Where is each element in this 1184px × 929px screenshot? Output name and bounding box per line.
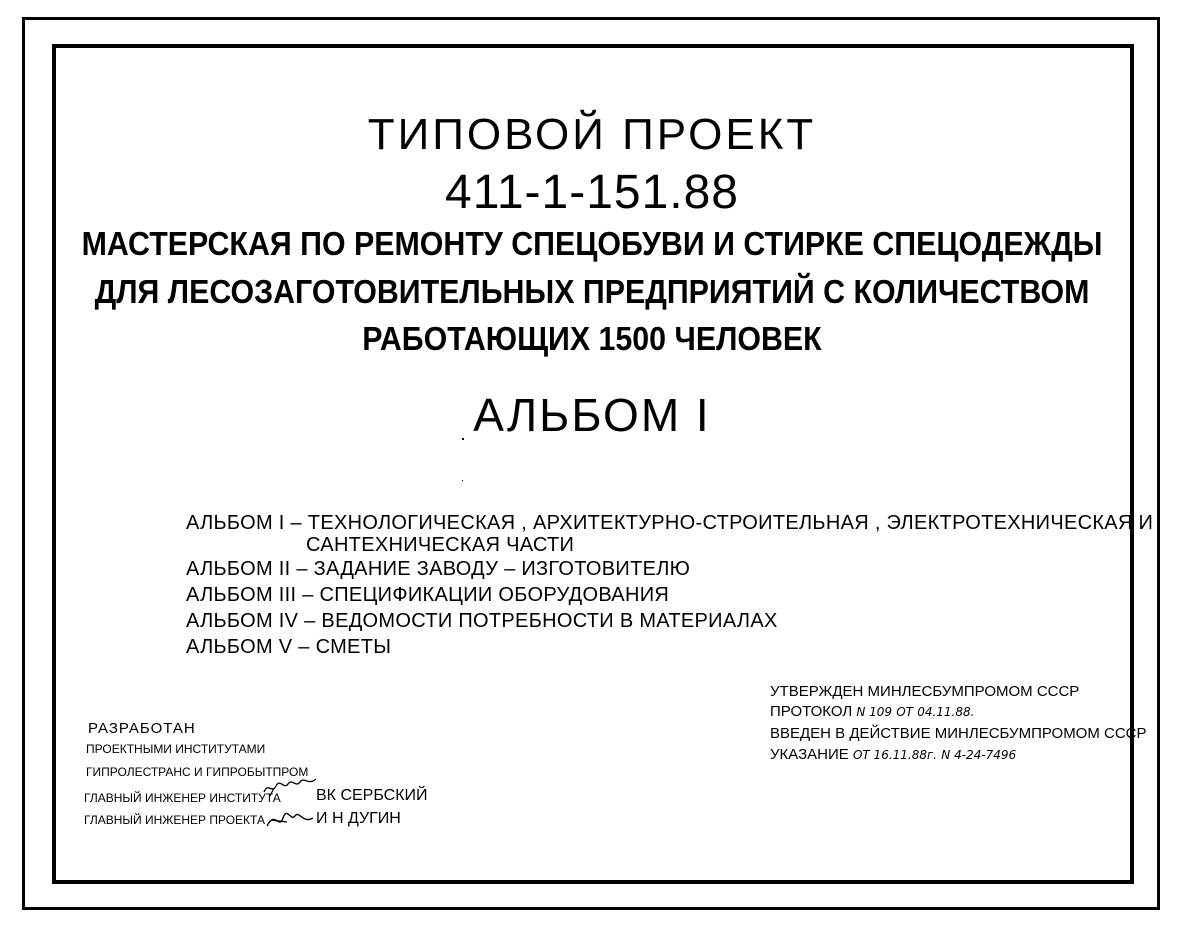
title-typical-project: ТИПОВОЙ ПРОЕКТ — [367, 110, 817, 159]
approval-line-2 — [770, 703, 974, 720]
subtitle-line-2: ДЛЯ ЛЕСОЗАГОТОВИТЕЛЬНЫХ ПРЕДПРИЯТИЙ С КОЛИЧЕСТВОМ — [94, 273, 1090, 310]
album-list-item-1: АЛЬБОМ I – ТЕХНОЛОГИЧЕСКАЯ , АРХИТЕКТУРНО-СТРОИТЕЛЬНАЯ , ЭЛЕКТРОТЕХНИЧЕСКАЯ И — [186, 512, 1154, 534]
protocol-date: 04.11.88. — [917, 705, 975, 719]
album-list-item-2: АЛЬБОМ II – ЗАДАНИЕ ЗАВОДУ – ИЗГОТОВИТЕЛЮ — [186, 558, 691, 580]
engineer-project-name: И Н ДУГИН — [316, 810, 401, 827]
engineer-project-label: ГЛАВНЫЙ ИНЖЕНЕР ПРОЕКТА — [84, 813, 265, 827]
album-list-item-3: АЛЬБОМ III – СПЕЦИФИКАЦИИ ОБОРУДОВАНИЯ — [186, 584, 670, 606]
album-list-item-4: АЛЬБОМ IV – ВЕДОМОСТИ ПОТРЕБНОСТИ В МАТЕРИАЛАХ — [186, 610, 778, 632]
album-list-item-1-continuation: САНТЕХНИЧЕСКАЯ ЧАСТИ — [306, 534, 575, 556]
approval-line-3: ВВЕДЕН В ДЕЙСТВИЕ МИНЛЕСБУМПРОМОМ СССР — [770, 725, 1147, 742]
approval-line-1: УТВЕРЖДЕН МИНЛЕСБУМПРОМОМ СССР — [770, 683, 1080, 700]
engineer-institute-label: ГЛАВНЫЙ ИНЖЕНЕР ИНСТИТУТА — [84, 791, 281, 805]
signature-icon — [265, 808, 315, 830]
engineer-institute-name: ВК СЕРБСКИЙ — [316, 787, 428, 804]
instruction-date: ОТ 16.11.88г. — [852, 748, 938, 762]
instruction-label: УКАЗАНИЕ — [770, 746, 849, 763]
album-title: АЛЬБОМ I — [473, 389, 711, 441]
developer-heading: РАЗРАБОТАН — [88, 720, 196, 737]
protocol-mid: ОТ — [896, 705, 914, 719]
project-number: 411-1-151.88 — [445, 166, 739, 219]
speck — [462, 480, 463, 481]
instruction-number: N 4-24-7496 — [941, 748, 1017, 762]
protocol-label: ПРОТОКОЛ — [770, 703, 853, 720]
subtitle-line-3: РАБОТАЮЩИХ 1500 ЧЕЛОВЕК — [362, 320, 822, 357]
developer-line-3: ГИПРОЛЕСТРАНС И ГИПРОБЫТПРОМ — [86, 765, 309, 779]
protocol-number: N 109 — [856, 705, 893, 719]
album-list-item-5: АЛЬБОМ V – СМЕТЫ — [186, 636, 392, 658]
speck — [462, 438, 464, 440]
signature-icon — [262, 776, 318, 798]
approval-line-4 — [770, 746, 1016, 763]
developer-line-2: ПРОЕКТНЫМИ ИНСТИТУТАМИ — [86, 742, 266, 756]
subtitle-line-1: МАСТЕРСКАЯ ПО РЕМОНТУ СПЕЦОБУВИ И СТИРКЕ СПЕЦОДЕЖДЫ — [81, 225, 1103, 262]
